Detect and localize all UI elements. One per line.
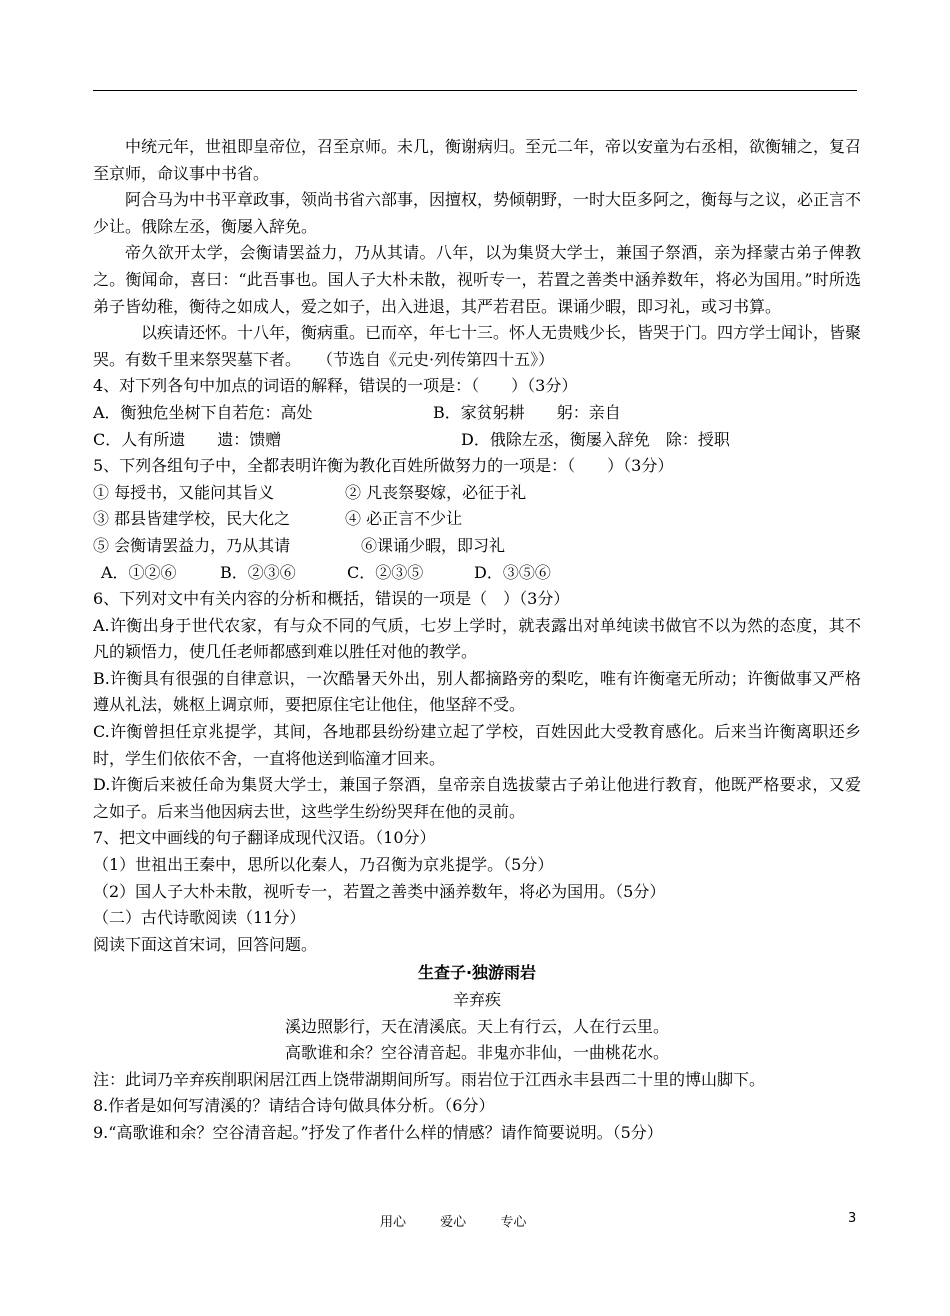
question-7-sentence-1: （1）世祖出王秦中，思所以化秦人，乃召衡为京兆提学。（5分） xyxy=(93,855,554,875)
question-6-option-d: D.许衡后来被任命为集贤大学士，兼国子祭酒，皇帝亲自选拔蒙古子弟让他进行教育，他既严格要求，又爱之如子。后来当他因病去世，这些学生纷纷哭拜在他的灵前。 xyxy=(93,775,861,821)
poem-line-1: 溪边照影行，天在清溪底。天上有行云，人在行云里。 xyxy=(284,1016,669,1036)
question-5-items-row-3 xyxy=(93,533,861,560)
question-5-option-b: B．②③⑥ xyxy=(220,562,296,582)
question-5-items-row-2 xyxy=(93,506,861,533)
section-2-heading: （二）古代诗歌阅读（11分） xyxy=(93,908,306,928)
question-7-sentence-2: （2）国人子大朴未散，视听专一，若置之善类中涵养数年，将必为国用。（5分） xyxy=(93,881,666,901)
question-6-option-b: B.许衡具有很强的自律意识，一次酷暑天外出，别人都摘路旁的梨吃，唯有许衡毫无所动；许衡做事又严格遵从礼法，姚枢上调京师，要把原住宅让他住，他坚辞不受。 xyxy=(93,668,861,715)
question-7-stem: 7、把文中画线的句子翻译成现代汉语。（10分） xyxy=(93,828,436,848)
question-5-items-row-1 xyxy=(93,480,861,507)
footer-word-1: 用心 xyxy=(380,1215,407,1230)
passage-paragraph-2: 阿合马为中书平章政事，领尚书省六部事，因擅权，势倾朝野，一时大臣多阿之，衡每与之议，必正言不少让。俄除左丞，衡屡入辞免。 xyxy=(93,190,862,236)
question-4-option-b: B．家贫躬耕 躬：亲自 xyxy=(433,402,621,422)
question-5-stem: 5、下列各组句子中，全都表明许衡为教化百姓所做努力的一项是：（ ）（3分） xyxy=(93,456,674,476)
question-4-option-d: D．俄除左丞，衡屡入辞免 除：授职 xyxy=(461,429,730,449)
question-5-option-d: D．③⑤⑥ xyxy=(474,562,551,582)
footer-motto xyxy=(380,1211,556,1230)
document-body xyxy=(93,134,861,1147)
question-4-options-row-1 xyxy=(93,400,861,427)
poem-note: 注：此词乃辛弃疾削职闲居江西上饶带湖期间所写。雨岩位于江西永丰县西二十里的博山脚下。 xyxy=(93,1069,766,1089)
question-5-item-4: ④ 必正言不少让 xyxy=(345,509,463,529)
question-5-option-a: A．①②⑥ xyxy=(101,562,177,582)
footer-word-2: 爱心 xyxy=(440,1215,467,1230)
question-6-option-c: C.许衡曾担任京兆提学，其间，各地郡县纷纷建立起了学校，百姓因此大受教育感化。后来当许衡离职还乡时，学生们依依不舍，一直将他送到临潼才回来。 xyxy=(93,722,861,768)
section-2-intro: 阅读下面这首宋词，回答问题。 xyxy=(93,934,318,954)
question-5-item-5: ⑤ 会衡请罢益力，乃从其请 xyxy=(93,535,291,555)
question-4-option-a: A．衡独危坐树下自若危：高处 xyxy=(93,402,313,422)
question-8: 8.作者是如何写清溪的？请结合诗句做具体分析。（6分） xyxy=(93,1096,495,1116)
question-5-item-1: ① 每授书，又能问其旨义 xyxy=(93,482,275,502)
question-6-stem: 6、下列对文中有关内容的分析和概括，错误的一项是（ ）（3分） xyxy=(93,589,570,609)
poem-author: 辛弃疾 xyxy=(452,990,501,1009)
header-rule xyxy=(93,90,857,91)
question-6-option-a: A.许衡出身于世代农家，有与众不同的气质，七岁上学时，就表露出对单纯读书做官不以为然的态度，其不凡的颖悟力，使几任老师都感到难以胜任对他的教学。 xyxy=(93,615,861,662)
question-5-item-2: ② 凡丧祭娶嫁，必征于礼 xyxy=(345,482,527,502)
question-4-option-c: C．人有所遗 遗：馈赠 xyxy=(93,429,282,449)
page-number: 3 xyxy=(848,1211,857,1226)
passage-paragraph-1: 中统元年，世祖即皇帝位，召至京师。未几，衡谢病归。至元二年，帝以安童为右丞相，欲衡辅之，复召至京师，命议事中书省。 xyxy=(93,137,862,183)
question-5-item-3: ③ 郡县皆建学校，民大化之 xyxy=(93,509,291,529)
question-9: 9.“高歌谁和余？空谷清音起。”抒发了作者什么样的情感？请作简要说明。（5分） xyxy=(93,1122,663,1142)
question-4-stem: 4、对下列各句中加点的词语的解释，错误的一项是：（ ）（3分） xyxy=(93,376,578,396)
footer-word-3: 专心 xyxy=(500,1215,527,1230)
question-5-item-6: ⑥课诵少暇，即习礼 xyxy=(361,535,506,555)
poem-line-2: 高歌谁和余？空谷清音起。非鬼亦非仙，一曲桃花水。 xyxy=(284,1043,669,1063)
question-5-option-c: C．②③⑤ xyxy=(347,562,424,582)
question-4-options-row-2 xyxy=(93,427,861,454)
poem-title: 生查子·独游雨岩 xyxy=(417,963,537,983)
question-5-options xyxy=(93,560,861,587)
passage-paragraph-4: 以疾请还怀。十八年，衡病重。已而卒，年七十三。怀人无贵贱少长，皆哭于门。四方学士闻讣，皆聚哭。有数千里来祭哭墓下者。 （节选自《元史·列传第四十五》） xyxy=(93,323,862,369)
passage-paragraph-3: 帝久欲开太学，会衡请罢益力，乃从其请。八年，以为集贤大学士，兼国子祭酒，亲为择蒙古弟子俾教之。衡闻命，喜曰：“此吾事也。国人子大朴未散，视听专一，若置之善类中涵养数年，将必为国用。”时所选弟子皆幼稚，衡待之如成人，爱之如子，出入进退，其严若君臣。课诵少暇，即习礼，或习书算。 xyxy=(93,243,861,316)
